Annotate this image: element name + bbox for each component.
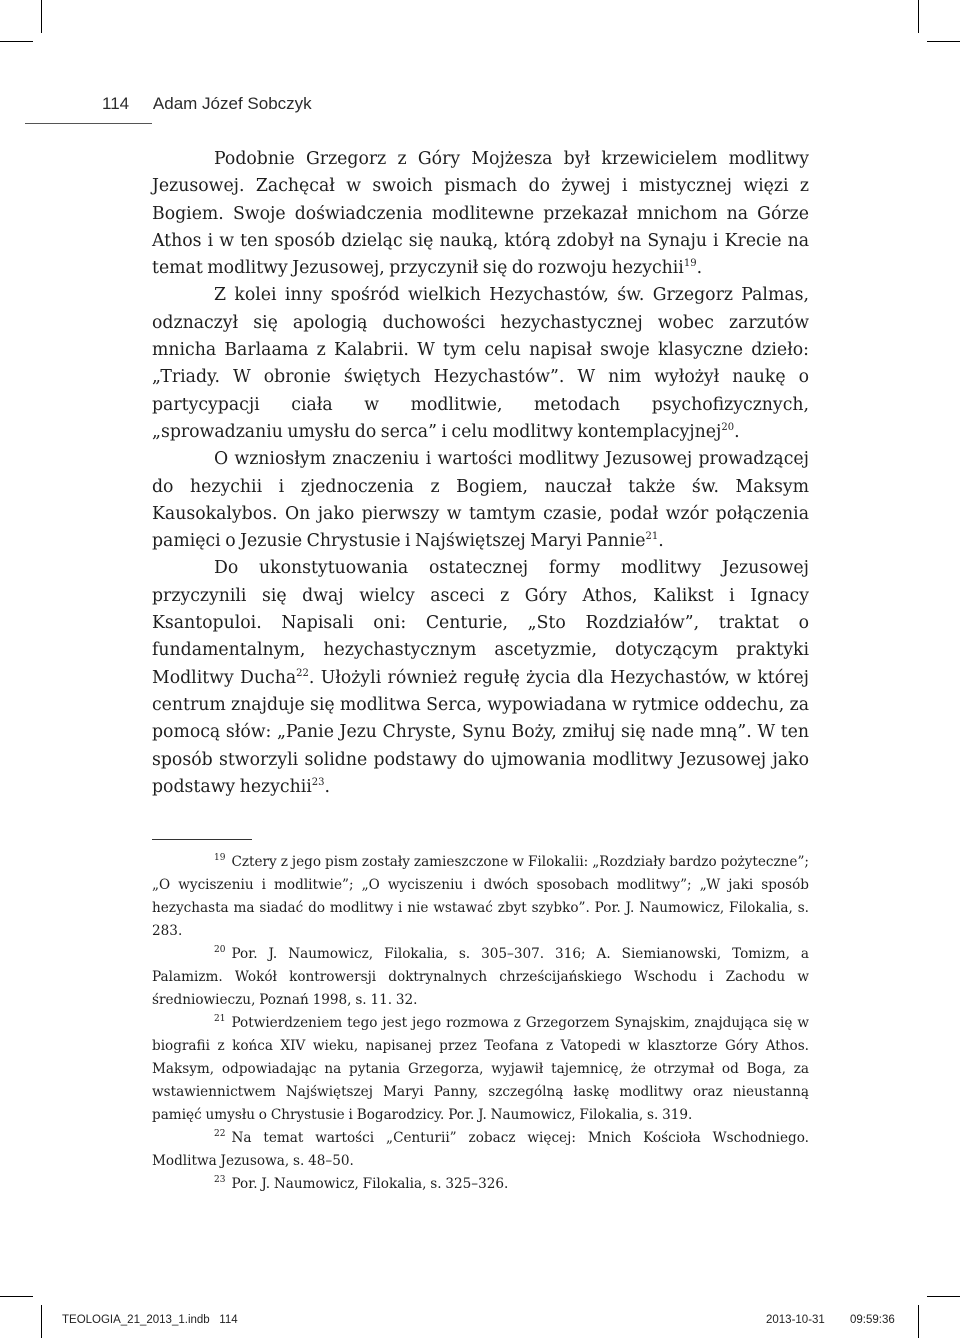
footnote-number: 23 [214,1175,226,1185]
author-name: Adam Józef Sobczyk [152,94,312,113]
crop-mark [41,0,42,33]
footnote: $^{19}$ Cztery z jego pism zostały zamieszczone w Filokalii: „Rozdziały bardzo pożyteczne”; „O wyciszeniu i modlitwie”; „O wyciszeniu i dwóch sposobach modlitwy”; „W jaki sposób hezychasta ma siadać do modlitwy i nie wstawać zbyt szybko”. Por. J. Naumowicz, Filokalia, s. 283. [152,853,809,939]
page-number: 114 [102,94,130,113]
footnote-ref: 22 [296,667,309,679]
header-rule [25,123,152,124]
footnote: $^{20}$ Por. J. Naumowicz, Filokalia, s. 305–307. 316; A. Siemianowski, Tomizm, a Palamizm. Wokół kontrowersji doktrynalnych chrześcijańskiego Wschodu i Zachodu w średniowieczu, Poznań 1998, s. 11. 32. [152,945,809,1008]
crop-mark [41,1305,42,1338]
crop-mark [927,41,960,42]
paragraph: Z kolei inny spośród wielkich Hezychastów, św. Grzegorz Palmas, odznaczył się apologią duchowości hezychastycznej wobec zarzutów mnicha Barlaama z Kalabrii. W tym celu napisał swoje klasyczne dzieło: „Triady. W obronie świętych Hezychastów”. W nim wyłożył naukę o partycypacji ciała w modlitwie, metodach psychofizycznych, „sprowadzaniu umysłu do serca” i celu modlitwy kontemplacyjnej$^{20}$. [152,285,809,442]
crop-mark [918,0,919,33]
footer-file: TEOLOGIA_21_2013_1.indb 114 [62,1314,238,1326]
paragraph: Do ukonstytuowania ostatecznej formy modlitwy Jezusowej przyczynili się dwaj wielcy asceci z Góry Athos, Kalikst i Ignacy Ksantopuloi. Napisali oni: Centurie, „Sto Rozdziałów”, traktat o fundamentalnym, hezychastycznym ascetyzmie, dotyczącym praktyki Modlitwy Ducha$^{22}$. Ułożyli również regułę życia dla Hezychastów, w której centrum znajduje się modlitwa Serca, wypowiadana w rytmice oddechu, za pomocą słów: „Panie Jezu Chryste, Synu Boży, zmiłuj się nade mną”. W ten sposób stworzyli solidne podstawy do ujmowania modlitwy Jezusowej jako podstawy hezychii$^{23}$. [152,558,809,797]
footnotes [152,851,809,1196]
footnote-number: 21 [214,1014,226,1024]
footnote: $^{22}$ Na temat wartości „Centurii” zobacz więcej: Mnich Kościoła Wschodniego. Modlitwa Jezusowa, s. 48–50. [152,1129,809,1169]
paragraph: Podobnie Grzegorz z Góry Mojżesza był krzewicielem modlitwy Jezusowej. Zachęcał w swoich pismach do żywej i mistycznej więzi z Bogiem. Swoje doświadczenia modlitewne przekazał mnichom na Górze Athos i w ten sposób dzieląc się nauką, którą zdobył na Synaju i Krecie na temat modlitwy Jezusowej, przyczynił się do rozwoju hezychii$^{19}$. [152,149,809,279]
footnote-ref: 20 [721,421,735,433]
footnote-ref: 19 [683,258,697,270]
crop-mark [918,1305,919,1338]
footnote-ref: 21 [645,531,659,543]
footnote-rule [152,839,252,840]
footnote: $^{21}$ Potwierdzeniem tego jest jego rozmowa z Grzegorzem Synajskim, znajdująca się w biografii z końca XIV wieku, napisanej przez Teofana z Vatopedi w klasztorze Góry Athos. Maksym, odpowiadając na pytania Grzegorza, wyjawił tajemnicę, że otrzymał od Boga, za wstawiennictwem Najświętszej Maryi Panny, szczególną łaskę modlitwy oraz nieustanną pamięć umysłu o Chrystusie i Bogarodzicy. Por. J. Naumowicz, Filokalia, s. 319. [152,1014,809,1123]
running-header [102,94,312,118]
footnote-ref: 23 [311,776,325,788]
crop-mark [0,41,33,42]
footnote-number: 22 [214,1129,226,1139]
footer-date: 2013-10-31 [766,1314,825,1326]
crop-mark [0,1296,33,1297]
footer-time: 09:59:36 [850,1314,895,1326]
body-text [152,146,809,801]
crop-mark [927,1296,960,1297]
paragraph: O wzniosłym znaczeniu i wartości modlitwy Jezusowej prowadzącej do hezychii i zjednoczenia z Bogiem, nauczał także św. Maksym Kausokalybos. On jako pierwszy w tamtym czasie, podał wzór połączenia pamięci o Jezusie Chrystusie i Najświętszej Maryi Pannie$^{21}$. [152,449,809,552]
footnote-number: 20 [214,945,226,955]
footnote: $^{23}$ Por. J. Naumowicz, Filokalia, s. 325–326. [214,1175,509,1192]
footnote-number: 19 [214,853,226,863]
